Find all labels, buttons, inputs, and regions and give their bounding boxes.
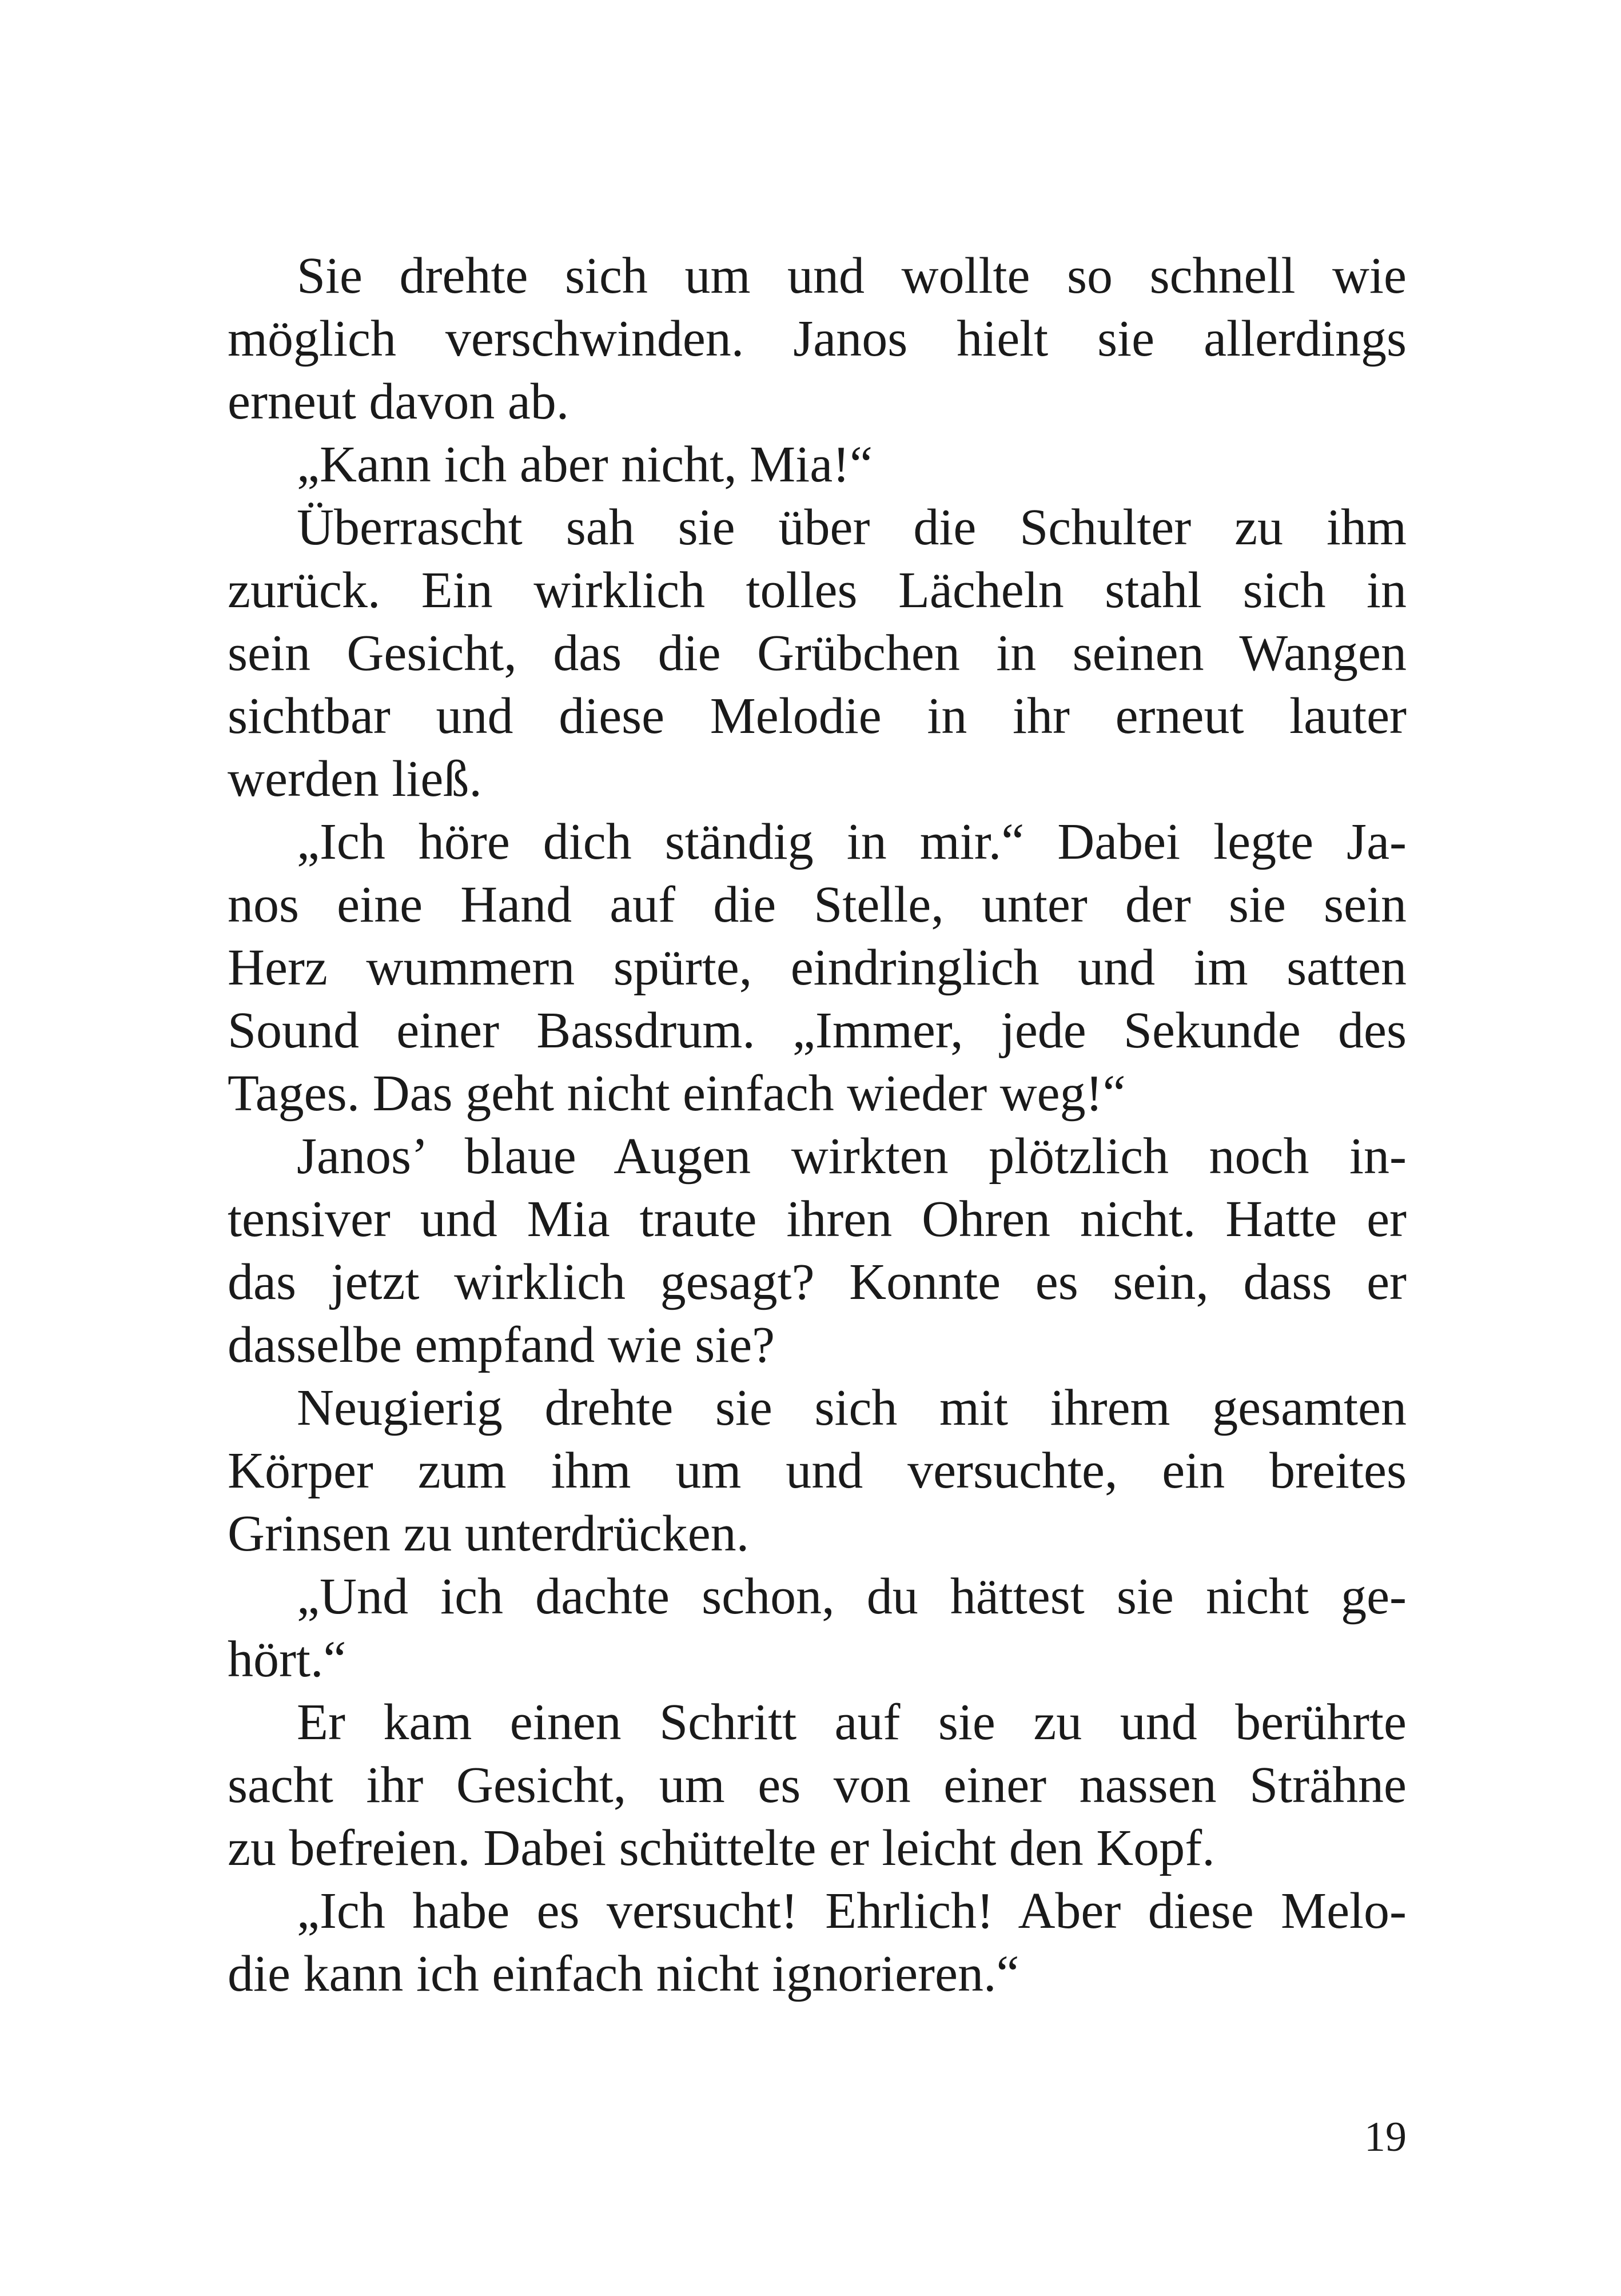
text-line: „Ich höre dich ständig in mir.“ Dabei legte Ja-: [297, 814, 1407, 870]
text-line: möglich verschwinden. Janos hielt sie allerdings: [228, 310, 1407, 367]
text-line: tensiver und Mia traute ihren Ohren nicht. Hatte er: [228, 1191, 1407, 1247]
text-line: das jetzt wirklich gesagt? Konnte es sein, dass er: [228, 1254, 1407, 1310]
text-line: zu befreien. Dabei schüttelte er leicht den Kopf.: [228, 1820, 1215, 1876]
text-line: Janos’ blaue Augen wirkten plötzlich noch in-: [297, 1128, 1407, 1185]
text-line: dasselbe empfand wie sie?: [228, 1317, 775, 1373]
text-line: Tages. Das geht nicht einfach wieder weg!“: [228, 1065, 1126, 1122]
body-text: [228, 245, 1407, 2006]
text-line: nos eine Hand auf die Stelle, unter der sie sein: [228, 876, 1407, 933]
page-number: 19: [1364, 2114, 1407, 2161]
text-line: sein Gesicht, das die Grübchen in seinen Wangen: [228, 625, 1407, 681]
text-line: sacht ihr Gesicht, um es von einer nassen Strähne: [228, 1757, 1407, 1813]
text-line: Sound einer Bassdrum. „Immer, jede Sekunde des: [228, 1002, 1407, 1059]
text-line: erneut davon ab.: [228, 373, 569, 430]
text-line: Er kam einen Schritt auf sie zu und berührte: [297, 1694, 1407, 1751]
text-line: die kann ich einfach nicht ignorieren.“: [228, 1946, 1019, 2002]
text-line: zurück. Ein wirklich tolles Lächeln stahl sich in: [228, 562, 1407, 619]
text-line: werden ließ.: [228, 751, 482, 807]
text-line: Körper zum ihm um und versuchte, ein breites: [228, 1442, 1407, 1499]
text-line: sichtbar und diese Melodie in ihr erneut lauter: [228, 688, 1407, 744]
text-line: Neugierig drehte sie sich mit ihrem gesamten: [297, 1380, 1407, 1436]
text-line: hört.“: [228, 1631, 346, 1688]
text-line: Herz wummern spürte, eindringlich und im satten: [228, 939, 1407, 996]
text-line: „Und ich dachte schon, du hättest sie nicht ge-: [297, 1568, 1407, 1625]
text-line: „Kann ich aber nicht, Mia!“: [297, 436, 873, 493]
text-line: „Ich habe es versucht! Ehrlich! Aber diese Melo-: [297, 1883, 1407, 1939]
text-line: Überrascht sah sie über die Schulter zu ihm: [297, 499, 1407, 556]
text-line: Grinsen zu unterdrücken.: [228, 1505, 750, 1562]
text-line: Sie drehte sich um und wollte so schnell wie: [297, 248, 1407, 304]
